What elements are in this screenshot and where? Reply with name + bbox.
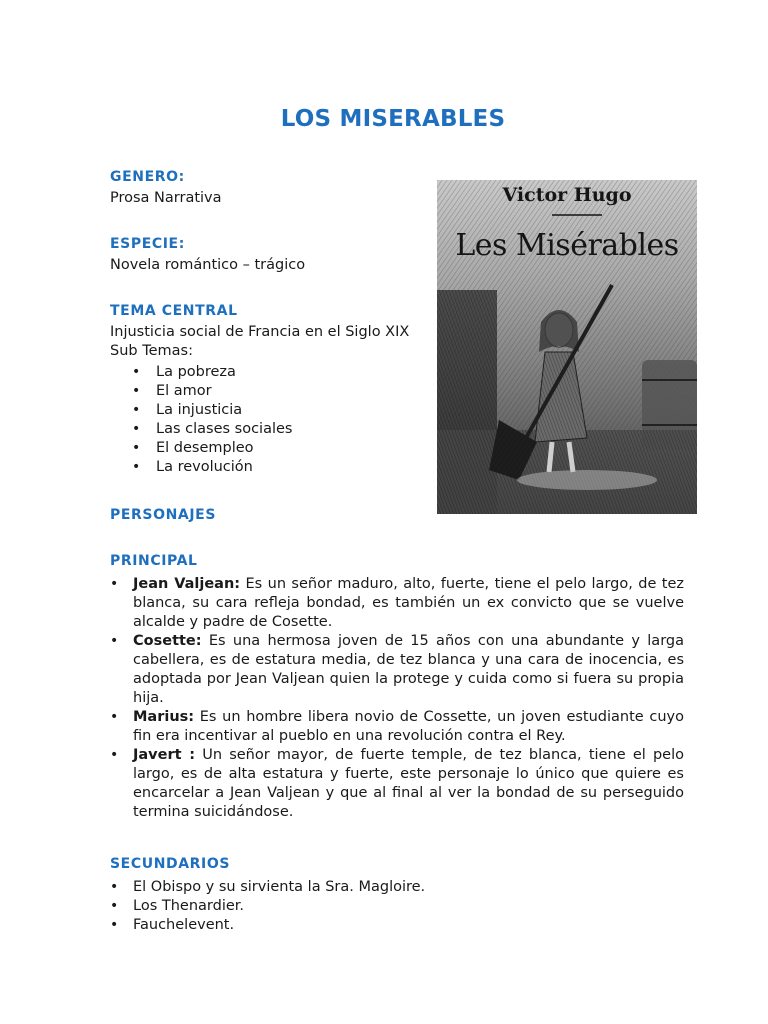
tema-heading: TEMA CENTRAL bbox=[110, 303, 238, 319]
character-name: Cosette: bbox=[133, 633, 202, 649]
genero-heading: GENERO: bbox=[110, 169, 185, 185]
list-item: • La pobreza bbox=[132, 363, 292, 382]
subtemas-list bbox=[132, 363, 292, 477]
secundarios-heading: SECUNDARIOS bbox=[110, 856, 231, 872]
principal-list bbox=[110, 575, 684, 822]
list-item: • El amor bbox=[132, 382, 292, 401]
character-description: Un señor mayor, de fuerte temple, de tez blanca, tiene el pelo largo, es de alta estatura y fuerte, este personaje lo único que quiere es encarcelar a Jean Valjean y que al final al ver la bondad de su perseguido termina suicidándose. bbox=[133, 747, 684, 820]
list-item: • Los Thenardier. bbox=[110, 897, 425, 916]
tema-value: Injusticia social de Francia en el Siglo XIX bbox=[110, 324, 410, 340]
character-name: Marius: bbox=[133, 709, 195, 725]
document-title: LOS MISERABLES bbox=[280, 106, 506, 132]
character-description: Es una hermosa joven de 15 años con una abundante y larga cabellera, es de estatura media, de tez blanca y una cara de inocencia, es adoptada por Jean Valjean quien la protege y cuida como si fuera su propia hija. bbox=[133, 633, 684, 706]
list-item: • Fauchelevent. bbox=[110, 916, 425, 935]
book-cover-author: Victor Hugo bbox=[502, 184, 632, 206]
list-item: • Las clases sociales bbox=[132, 420, 292, 439]
personajes-heading: PERSONAJES bbox=[110, 507, 216, 523]
character-name: Jean Valjean: bbox=[133, 576, 241, 592]
character-description: Es un señor maduro, alto, fuerte, tiene el pelo largo, de tez blanca, su cara refleja bondad, es también un ex convicto que se vuelve alcalde y padre de Cosette. bbox=[133, 576, 684, 630]
book-cover-title: Les Misérables bbox=[455, 228, 679, 263]
character-name: Javert : bbox=[133, 747, 195, 763]
list-item: • La injusticia bbox=[132, 401, 292, 420]
list-item: • El Obispo y su sirvienta la Sra. Magloire. bbox=[110, 878, 425, 897]
character-description: Es un hombre libera novio de Cossette, un joven estudiante cuyo fin era incentivar al pueblo en una revolución contra el Rey. bbox=[133, 709, 684, 744]
list-item bbox=[110, 746, 684, 822]
especie-value: Novela romántico – trágico bbox=[110, 257, 306, 273]
list-item bbox=[110, 632, 684, 708]
especie-heading: ESPECIE: bbox=[110, 236, 185, 252]
list-item: • El desempleo bbox=[132, 439, 292, 458]
list-item bbox=[110, 708, 684, 746]
list-item bbox=[110, 575, 684, 632]
subtemas-label: Sub Temas: bbox=[110, 343, 193, 359]
book-cover-image bbox=[437, 180, 697, 514]
principal-heading: PRINCIPAL bbox=[110, 553, 198, 569]
secundarios-list bbox=[110, 878, 425, 935]
genero-value: Prosa Narrativa bbox=[110, 190, 222, 206]
list-item: • La revolución bbox=[132, 458, 292, 477]
